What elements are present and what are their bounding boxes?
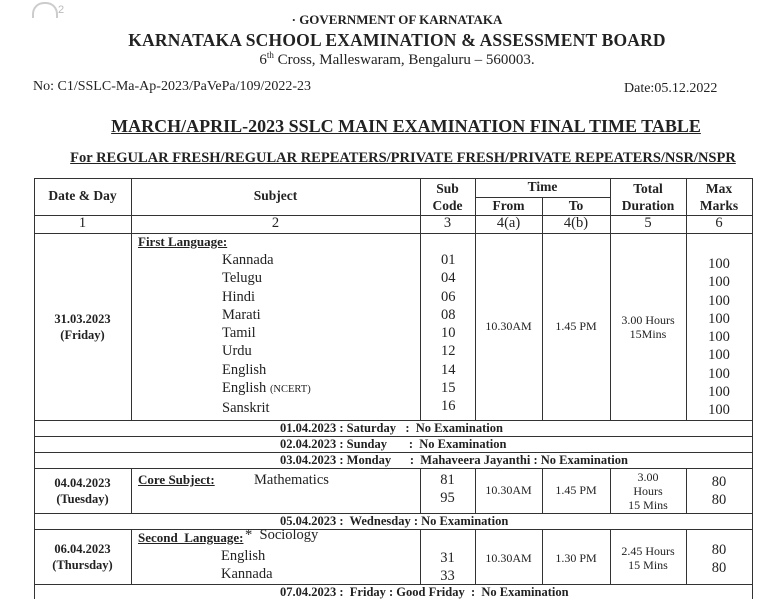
- header-max-marks: Max Marks: [699, 180, 739, 213]
- sub-code: 12: [441, 343, 456, 360]
- date-cell: [34, 529, 131, 584]
- sub-code: 15: [441, 380, 456, 397]
- exam-day: (Tuesday): [56, 491, 109, 506]
- max-marks: 80: [711, 492, 727, 509]
- header-sub-code: Sub Code: [432, 180, 463, 213]
- max-marks: 100: [708, 329, 730, 346]
- marks-list: [686, 541, 752, 578]
- header-time: Time: [527, 179, 558, 195]
- sub-code: 04: [441, 270, 456, 287]
- col-divider: [131, 468, 132, 513]
- address-sup: th: [266, 50, 274, 60]
- table-border-right: [752, 178, 753, 599]
- subject-list: [221, 547, 273, 584]
- subject-name: English: [222, 380, 267, 397]
- max-marks: 100: [708, 365, 730, 382]
- max-marks: 100: [708, 384, 730, 401]
- header-to: To: [568, 197, 584, 213]
- subject-list: [254, 471, 329, 489]
- max-marks: 80: [711, 474, 727, 490]
- subject: [222, 379, 311, 399]
- no-exam-note: 02.04.2023 : Sunday : No Examination: [280, 437, 507, 451]
- time-to: 1.30 PM: [555, 551, 597, 566]
- code-list: [420, 549, 475, 586]
- max-marks: 100: [708, 274, 730, 291]
- time-from: 10.30AM: [485, 319, 532, 334]
- subject-list: [222, 251, 311, 418]
- group-label: First Language:: [138, 234, 228, 249]
- total-duration: 3.00 Hours 15Mins: [621, 313, 675, 341]
- header-total-duration: Total Duration: [621, 180, 675, 213]
- sub-code: 10: [441, 325, 456, 342]
- sub-code: 81: [440, 472, 455, 488]
- seal-mark-text: 2: [58, 4, 65, 16]
- no-exam-note: 05.04.2023 : Wednesday : No Examination: [280, 514, 509, 528]
- total-duration: 3.00 Hours 15 Mins: [628, 469, 668, 512]
- sub-code: 31: [440, 550, 455, 566]
- no-exam-note: 07.04.2023 : Friday : Good Friday : No Examination: [280, 585, 569, 599]
- max-marks: 100: [708, 347, 730, 364]
- max-marks: 80: [711, 560, 727, 577]
- header-date-day: Date & Day: [48, 188, 117, 204]
- column-number: 5: [644, 215, 652, 232]
- exam-date: 04.04.2023: [54, 475, 111, 490]
- subject: Hindi: [222, 288, 256, 305]
- board-name: KARNATAKA SCHOOL EXAMINATION & ASSESSMENT BOARD: [128, 30, 666, 50]
- column-number: 4(b): [563, 215, 589, 232]
- address-number: 6: [259, 52, 267, 68]
- subject: Marati: [222, 306, 261, 323]
- subject: Tamil: [222, 325, 256, 342]
- document-subtitle: For REGULAR FRESH/REGULAR REPEATERS/PRIVATE FRESH/PRIVATE REPEATERS/NSR/NSPR: [70, 150, 736, 166]
- column-number: 6: [715, 215, 723, 232]
- subject: * Sociology: [245, 526, 319, 543]
- code-list: [420, 471, 475, 508]
- subject: Telugu: [222, 270, 263, 287]
- marks-list: [686, 255, 752, 420]
- group-label: Core Subject:: [138, 472, 215, 487]
- sub-code: 95: [440, 490, 455, 507]
- max-marks: 100: [708, 292, 730, 309]
- government-label: · GOVERNMENT OF KARNATAKA: [291, 12, 503, 27]
- code-list: [420, 251, 475, 416]
- max-marks: 80: [711, 542, 727, 558]
- header-from: From: [492, 197, 525, 213]
- time-to: 1.45 PM: [555, 319, 597, 334]
- column-number: 2: [271, 215, 280, 232]
- marks-list: [686, 473, 752, 510]
- time-from: 10.30AM: [485, 551, 532, 566]
- exam-day: (Friday): [60, 327, 105, 342]
- time-to: 1.45 PM: [555, 482, 597, 497]
- sub-code: 14: [441, 361, 456, 378]
- sub-code: 08: [441, 306, 456, 323]
- column-number: 3: [443, 215, 452, 232]
- col-divider: [131, 529, 132, 584]
- sub-code: 06: [441, 288, 456, 305]
- subject: Sanskrit: [222, 400, 270, 417]
- date-cell: [34, 468, 131, 513]
- date-cell: [34, 233, 131, 420]
- subject: Kannada: [222, 252, 274, 268]
- subject: Urdu: [222, 343, 252, 360]
- sub-code: 33: [440, 568, 455, 585]
- ncert-suffix: (NCERT): [269, 384, 311, 396]
- no-exam-note: 01.04.2023 : Saturday : No Examination: [280, 421, 503, 435]
- max-marks: 100: [708, 256, 730, 272]
- no-exam-note: 03.04.2023 : Monday : Mahaveera Jayanthi : No Examination: [280, 453, 628, 467]
- max-marks: 100: [708, 402, 730, 419]
- issue-date: Date:05.12.2022: [624, 81, 718, 96]
- exam-date: 31.03.2023: [54, 311, 111, 326]
- exam-day: (Thursday): [52, 557, 113, 572]
- subject: English: [221, 548, 266, 564]
- document-title: MARCH/APRIL-2023 SSLC MAIN EXAMINATION FINAL TIME TABLE: [111, 116, 701, 136]
- board-address: [0, 50, 776, 69]
- header-subject: Subject: [253, 188, 298, 204]
- reference-number: No: C1/SSLC-Ma-Ap-2023/PaVePa/109/2022-23: [33, 79, 312, 94]
- group-label: Second Language:: [138, 530, 244, 545]
- sub-code: 16: [441, 398, 456, 415]
- subject: Mathematics: [254, 472, 329, 488]
- max-marks: 100: [708, 310, 730, 327]
- sub-code: 01: [441, 252, 456, 268]
- subject: English: [222, 361, 267, 378]
- time-from: 10.30AM: [485, 482, 532, 497]
- subject: Kannada: [221, 566, 273, 583]
- address-rest: Cross, Malleswaram, Bengaluru – 560003.: [273, 52, 535, 68]
- column-number: 4(a): [496, 215, 521, 232]
- column-number: 1: [78, 215, 87, 232]
- total-duration: 2.45 Hours 15 Mins: [621, 544, 675, 572]
- exam-date: 06.04.2023: [54, 541, 111, 556]
